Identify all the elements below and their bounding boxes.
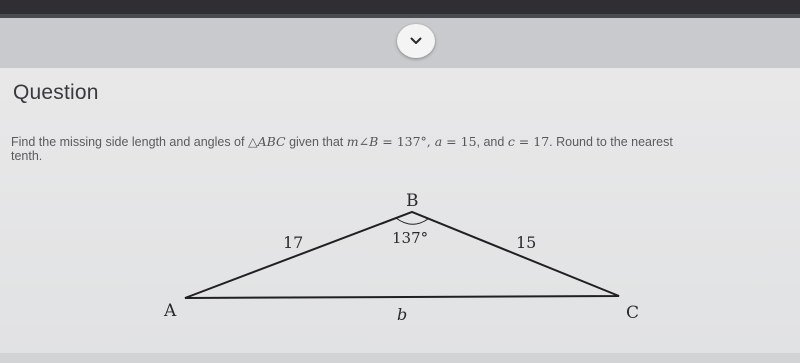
panel-bottom bbox=[0, 353, 800, 363]
vertex-c-label: C bbox=[626, 303, 640, 323]
prompt-lead: Find the missing side length and angles of bbox=[11, 135, 248, 149]
equals-2: = bbox=[442, 134, 461, 149]
side-a-name: a bbox=[434, 134, 443, 149]
side-a-value: 15 bbox=[460, 134, 477, 149]
angle-expression: m∠B bbox=[346, 134, 379, 149]
side-c-value: 17 bbox=[533, 134, 550, 149]
separator-1: , bbox=[426, 134, 435, 149]
equals-1: = bbox=[378, 134, 397, 149]
prompt-tail: . Round to the nearest bbox=[549, 135, 673, 149]
side-c-name: c bbox=[507, 134, 515, 149]
question-title: Question bbox=[13, 81, 99, 104]
separator-2: , and bbox=[476, 135, 508, 149]
angle-b-arc bbox=[396, 218, 428, 224]
equals-3: = bbox=[514, 134, 534, 149]
triangle-name: ABC bbox=[257, 134, 286, 149]
angle-value: 137° bbox=[396, 134, 427, 149]
side-bc-label: 15 bbox=[516, 233, 537, 252]
triangle-symbol: △ bbox=[247, 134, 258, 149]
vertex-a-label: A bbox=[164, 301, 177, 321]
triangle-outline bbox=[185, 212, 619, 298]
prompt-given: given that bbox=[285, 135, 347, 149]
side-ab-label: 17 bbox=[283, 233, 304, 252]
question-prompt-line2: tenth. bbox=[11, 149, 43, 163]
side-ac-label: b bbox=[397, 305, 408, 324]
vertex-b-label: B bbox=[406, 191, 419, 211]
angle-b-label: 137° bbox=[392, 229, 429, 247]
